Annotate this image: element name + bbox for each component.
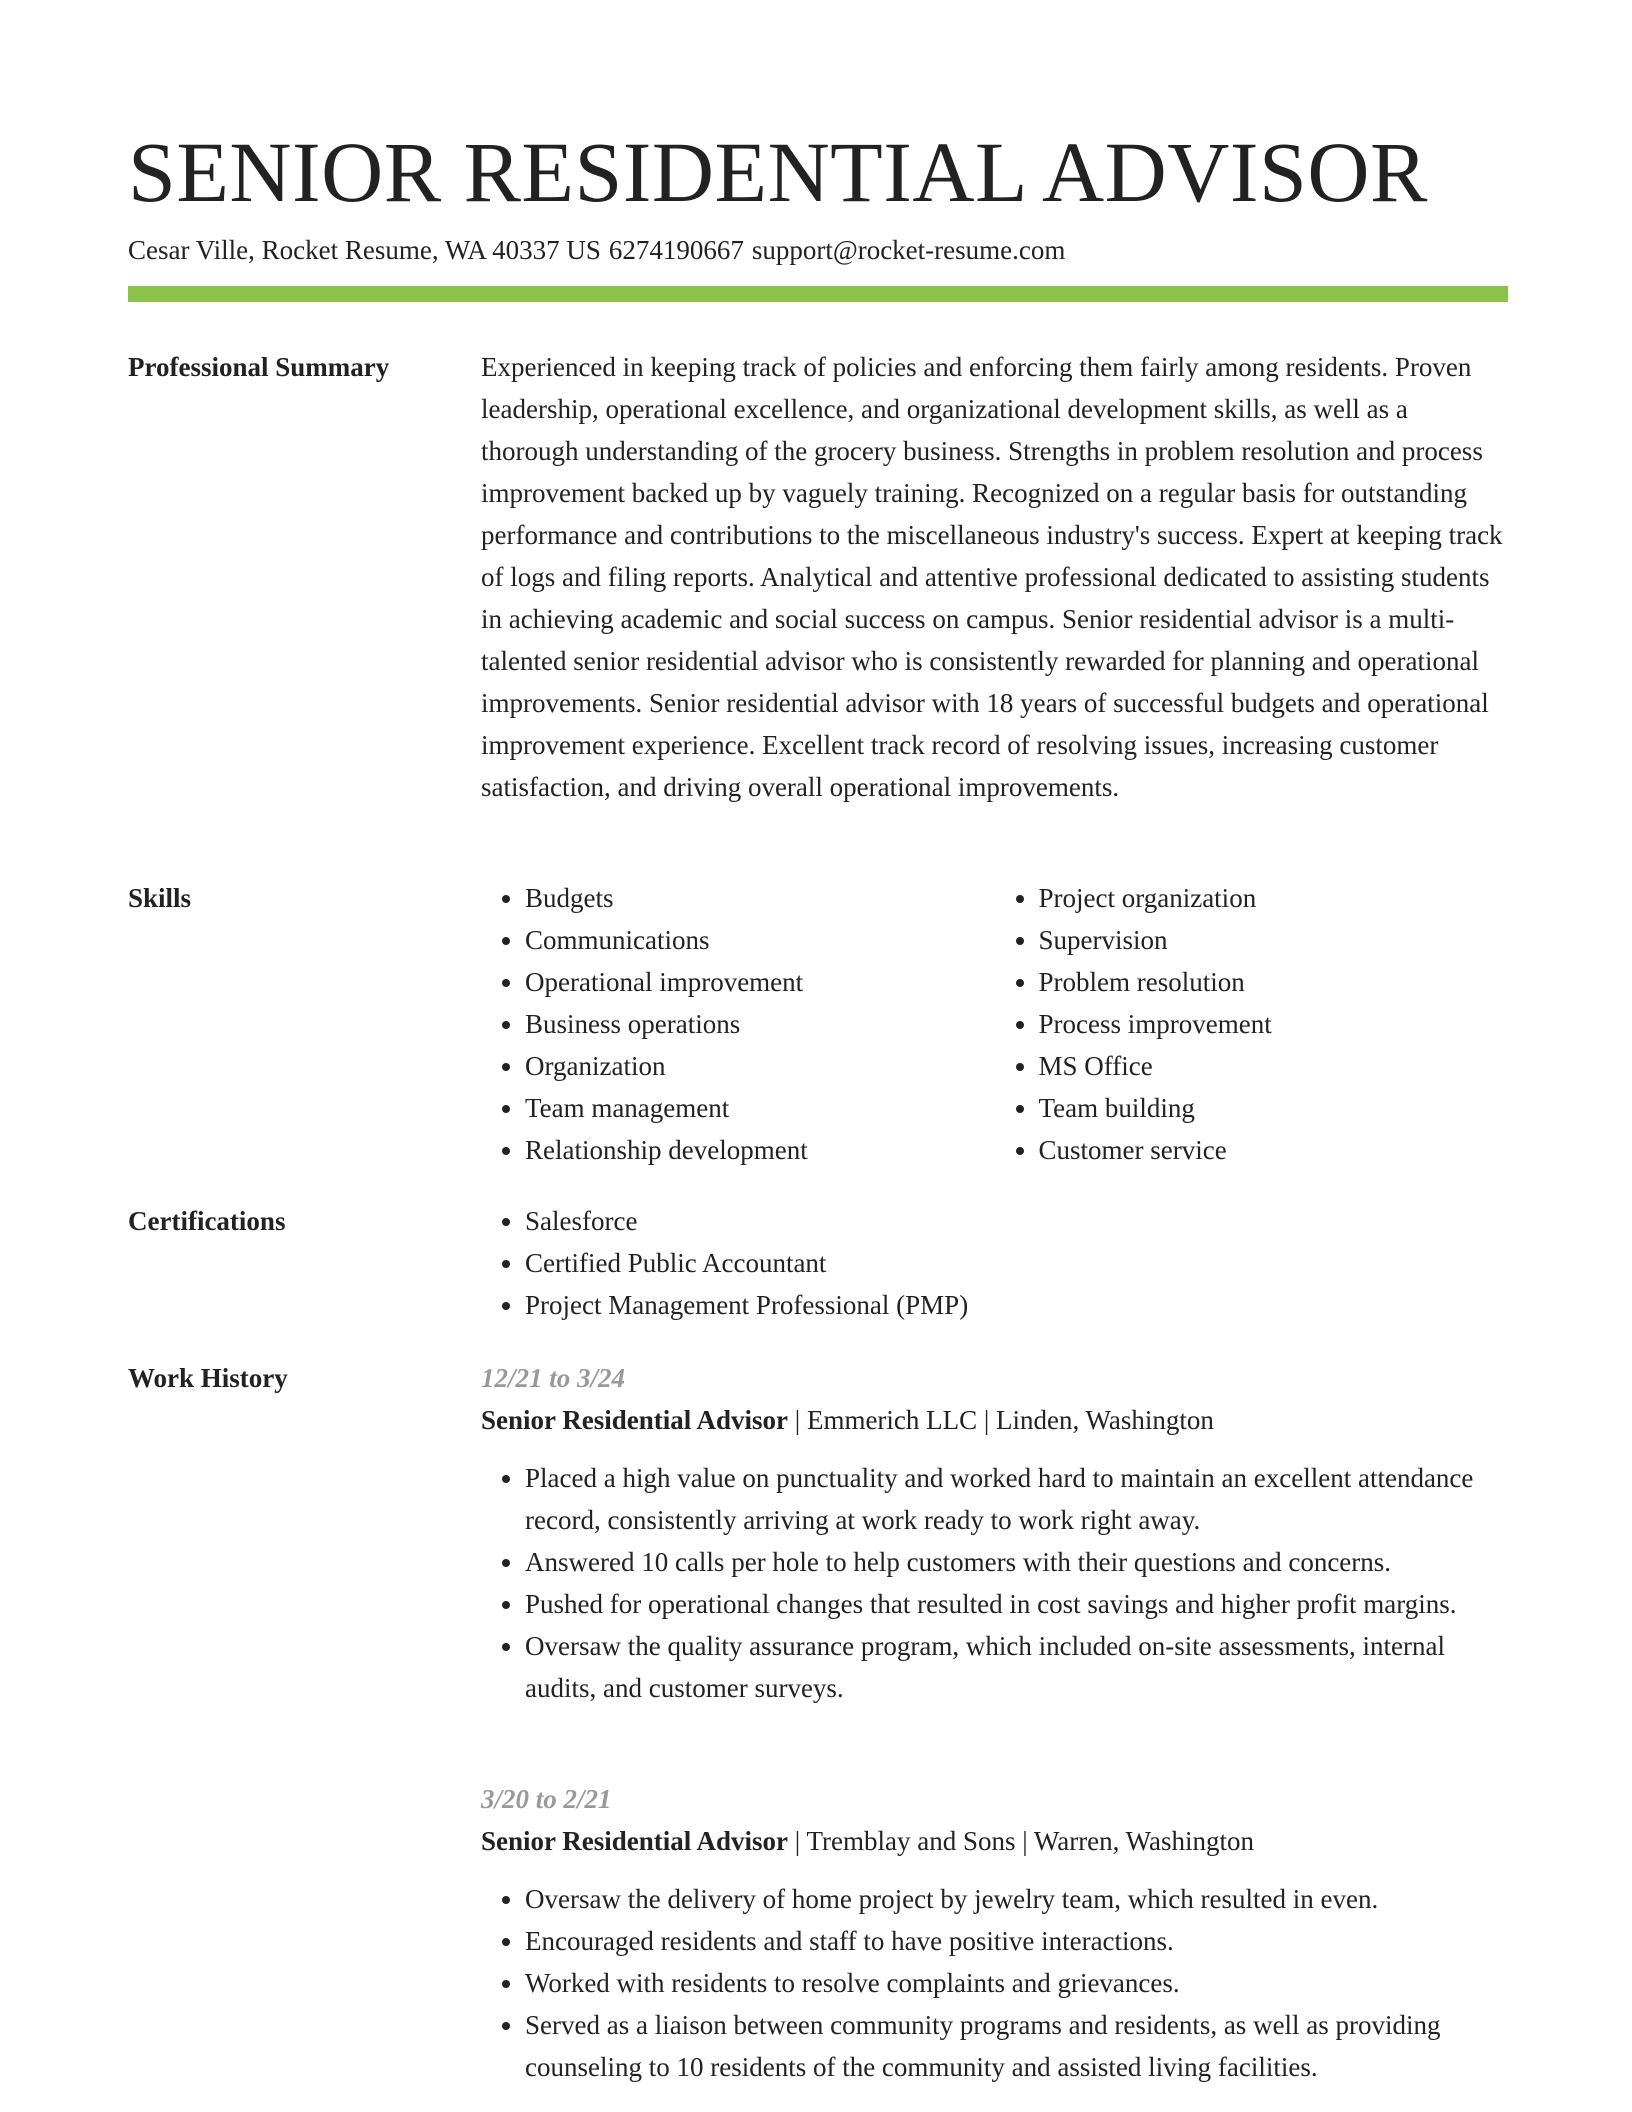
job-title: Senior Residential Advisor <box>481 1826 789 1856</box>
job-heading <box>481 1820 1508 1862</box>
contact-address: Cesar Ville, Rocket Resume, WA 40337 US <box>128 235 601 265</box>
list-item: • Certified Public Accountant <box>525 1242 1508 1284</box>
list-item: • Answered 10 calls per hole to help customers with their questions and concerns. <box>525 1541 1508 1583</box>
list-item: • Worked with residents to resolve complaints and grievances. <box>525 1962 1508 2004</box>
list-item: • Salesforce <box>525 1200 1508 1242</box>
list-item: • MS Office <box>1039 1045 1509 1087</box>
certifications-list <box>481 1200 1508 1326</box>
list-item: • Communications <box>525 919 995 961</box>
list-item: • Process improvement <box>1039 1003 1509 1045</box>
list-item: • Business operations <box>525 1003 995 1045</box>
contact-email[interactable]: support@rocket-resume.com <box>751 235 1066 265</box>
header-divider <box>128 286 1508 302</box>
list-item: • Placed a high value on punctuality and worked hard to maintain an excellent attendance record, consistently arriving at work ready to work right away. <box>525 1457 1508 1541</box>
job-title: Senior Residential Advisor <box>481 1405 789 1435</box>
job-company-location: | Tremblay and Sons | Warren, Washington <box>788 1826 1254 1856</box>
list-item: • Relationship development <box>525 1129 995 1171</box>
job-heading <box>481 1399 1508 1441</box>
contact-phone: 6274190667 <box>608 235 744 265</box>
job-bullets <box>481 1457 1508 1709</box>
list-item: • Project Management Professional (PMP) <box>525 1284 1508 1326</box>
job-entry <box>481 1778 1508 2088</box>
list-item: • Budgets <box>525 877 995 919</box>
skills-list-left <box>481 877 995 1171</box>
list-item: • Problem resolution <box>1039 961 1509 1003</box>
contact-line <box>128 230 1073 270</box>
job-dates: 12/21 to 3/24 <box>481 1363 626 1393</box>
job-dates: 3/20 to 2/21 <box>481 1784 612 1814</box>
skills-list-right <box>995 877 1509 1171</box>
list-item: • Served as a liaison between community programs and residents, as well as providing counseling to 10 residents of the community and assisted living facilities. <box>525 2004 1508 2088</box>
job-company-location: | Emmerich LLC | Linden, Washington <box>788 1405 1214 1435</box>
list-item: • Oversaw the quality assurance program, which included on-site assessments, internal audits, and customer surveys. <box>525 1625 1508 1709</box>
list-item: • Project organization <box>1039 877 1509 919</box>
list-item: • Pushed for operational changes that resulted in cost savings and higher profit margins. <box>525 1583 1508 1625</box>
summary-heading: Professional Summary <box>128 352 390 382</box>
resume-title: SENIOR RESIDENTIAL ADVISOR <box>128 124 1428 220</box>
list-item: • Organization <box>525 1045 995 1087</box>
summary-text: Experienced in keeping track of policies and enforcing them fairly among residents. Proven leadership, operational excellence, and organizational development skills, as well as a thorough understanding of the grocery business. Strengths in problem resolution and process improvement backed up by vaguely training. Recognized on a regular basis for outstanding performance and contributions to the miscellaneous industry's success. Expert at keeping track of logs and filing reports. Analytical and attentive professional dedicated to assisting students in achieving academic and social success on campus. Senior residential advisor is a multi-talented senior residential advisor who is consistently rewarded for planning and operational improvements. Senior residential advisor with 18 years of successful budgets and operational improvement experience. Excellent track record of resolving issues, increasing customer satisfaction, and driving overall operational improvements. <box>481 352 1503 802</box>
list-item: • Supervision <box>1039 919 1509 961</box>
list-item: • Encouraged residents and staff to have positive interactions. <box>525 1920 1508 1962</box>
list-item: • Operational improvement <box>525 961 995 1003</box>
list-item: • Customer service <box>1039 1129 1509 1171</box>
list-item: • Team management <box>525 1087 995 1129</box>
job-bullets <box>481 1878 1508 2088</box>
list-item: • Oversaw the delivery of home project by jewelry team, which resulted in even. <box>525 1878 1508 1920</box>
certifications-heading: Certifications <box>128 1206 286 1236</box>
list-item: • Team building <box>1039 1087 1509 1129</box>
skills-heading: Skills <box>128 883 192 913</box>
work-history-heading: Work History <box>128 1363 288 1393</box>
job-entry <box>481 1357 1508 1709</box>
